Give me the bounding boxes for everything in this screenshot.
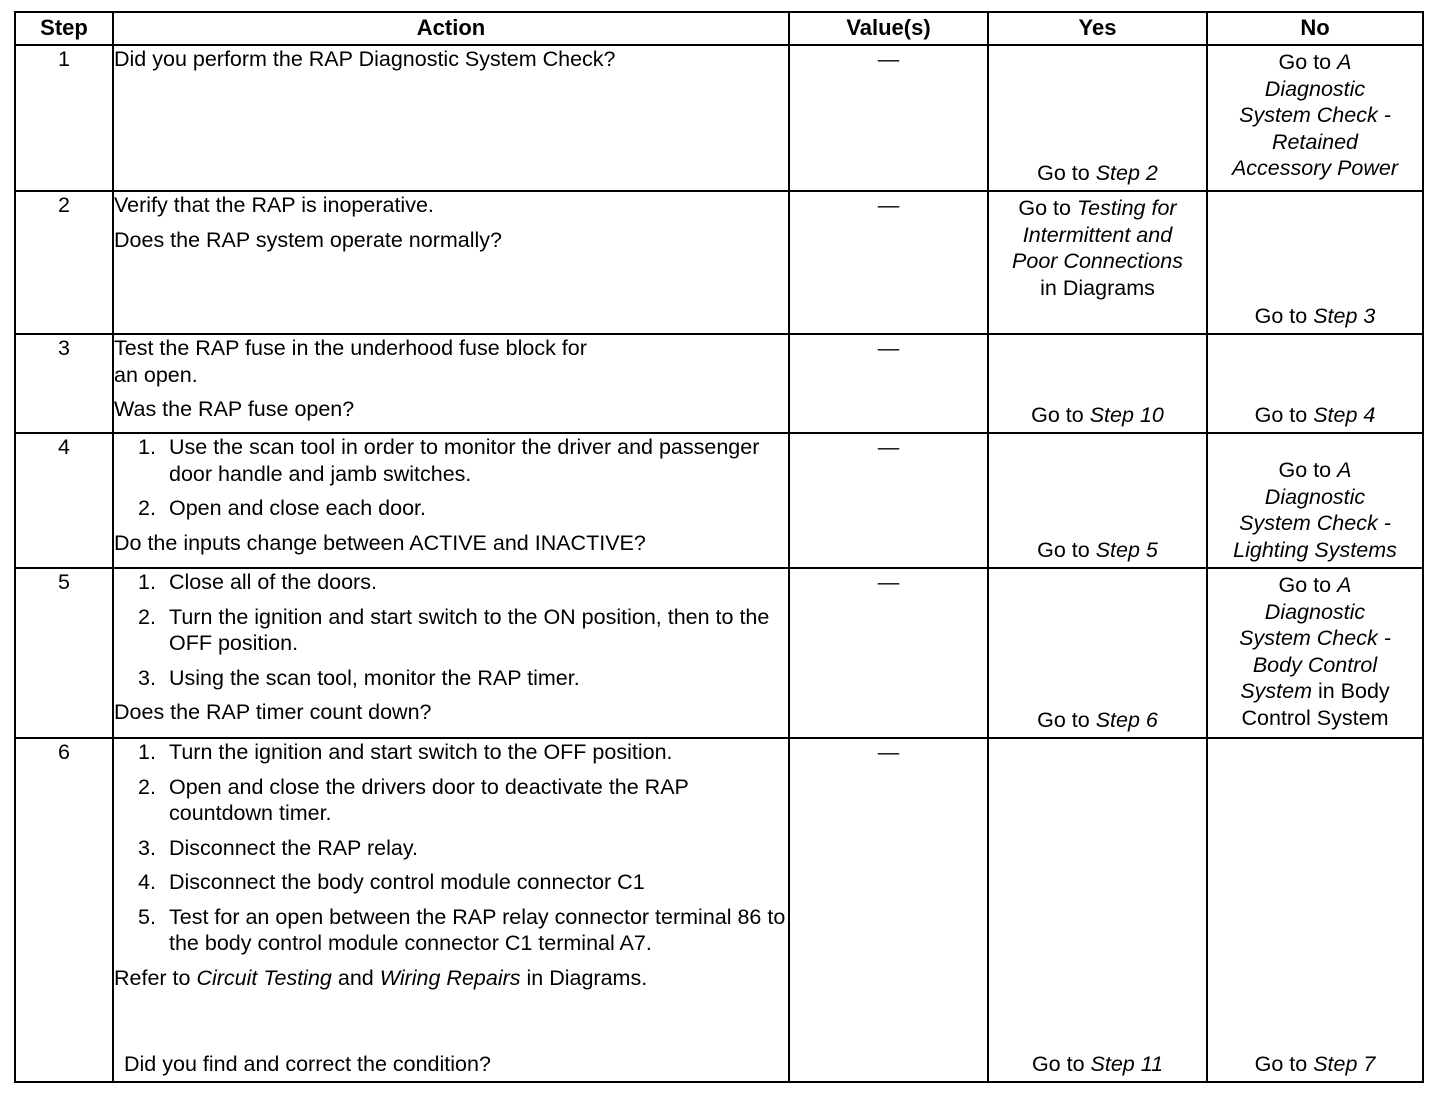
list-item-number: 2. <box>138 496 156 520</box>
list-item <box>114 774 788 827</box>
refer-prefix: Refer to <box>114 965 197 990</box>
procedure-list <box>114 434 788 522</box>
action-cell <box>113 191 789 334</box>
no-prefix: Go to <box>1254 402 1314 427</box>
yes-action[interactable] <box>989 1051 1206 1078</box>
action-cell <box>113 568 789 738</box>
no-link[interactable]: Step 4 <box>1313 402 1376 427</box>
value-dash: — <box>877 47 900 71</box>
list-item-number: 3. <box>138 835 156 860</box>
no-link[interactable]: A <box>1337 573 1352 597</box>
list-item-text: Close all of the doors. <box>169 570 377 594</box>
no-suffix: in Body <box>1312 679 1390 703</box>
yes-suffix: Diagrams <box>1062 275 1155 300</box>
value-dash: — <box>877 336 900 360</box>
yes-action[interactable] <box>989 707 1206 734</box>
action-question: Do the inputs change between ACTIVE and INACTIVE? <box>114 530 646 555</box>
table-row-step-4 <box>15 433 1423 568</box>
list-item <box>114 904 788 957</box>
yes-prefix: Go to <box>1031 402 1090 427</box>
no-link[interactable]: A <box>1337 458 1352 482</box>
no-prefix: Go to <box>1278 458 1338 482</box>
list-item <box>114 665 788 692</box>
yes-cell <box>988 334 1207 433</box>
no-link[interactable]: Diagnostic <box>1264 484 1366 509</box>
yes-suffix: in <box>1040 275 1063 300</box>
list-item-text: Disconnect the body control module connector C1 <box>169 870 645 894</box>
action-text: an open. <box>114 362 198 387</box>
yes-cell <box>988 568 1207 738</box>
yes-action[interactable] <box>989 402 1206 429</box>
step-number: 1 <box>15 45 113 191</box>
list-item-number: 2. <box>138 604 156 629</box>
no-prefix: Go to <box>1278 573 1338 597</box>
wiring-repairs-link[interactable]: Wiring Repairs <box>379 965 521 990</box>
list-item-text: Open and close the drivers door to deactivate the RAP countdown timer. <box>169 774 689 825</box>
yes-link[interactable]: Step 6 <box>1095 707 1158 732</box>
value-dash: — <box>877 740 900 764</box>
yes-cell <box>988 738 1207 1082</box>
step-number: 3 <box>15 334 113 433</box>
no-prefix: Go to <box>1278 50 1338 74</box>
list-item <box>114 434 788 487</box>
yes-link[interactable]: Step 10 <box>1089 402 1164 427</box>
action-text: Test the RAP fuse in the underhood fuse block for <box>114 336 587 360</box>
yes-link[interactable]: Step 2 <box>1095 160 1158 185</box>
step-number: 4 <box>15 433 113 568</box>
list-item-text: Open and close each door. <box>169 496 426 520</box>
yes-link[interactable]: Step 11 <box>1090 1051 1164 1076</box>
no-action[interactable] <box>1208 569 1422 731</box>
list-item <box>114 869 788 896</box>
yes-prefix: Go to <box>1031 1051 1091 1076</box>
refer-note <box>114 965 788 992</box>
list-item-text: Turn the ignition and start switch to the OFF position. <box>169 740 673 764</box>
list-item-number: 1. <box>138 570 156 594</box>
no-action[interactable] <box>1208 457 1422 563</box>
refer-suffix: in Diagrams. <box>520 965 648 990</box>
header-no: No <box>1207 12 1423 45</box>
header-row <box>15 12 1423 45</box>
no-link[interactable]: Diagnostic <box>1264 76 1366 101</box>
step-number: 6 <box>15 738 113 1082</box>
yes-link[interactable]: Poor Connections <box>1012 249 1183 273</box>
diagnostic-table <box>14 11 1424 1083</box>
value-cell <box>789 45 988 191</box>
no-link[interactable]: System Check - <box>1239 626 1391 650</box>
action-cell <box>113 45 789 191</box>
no-link[interactable]: Body Control <box>1252 652 1378 677</box>
list-item <box>114 835 788 862</box>
table-row-step-5 <box>15 568 1423 738</box>
yes-action[interactable] <box>989 192 1206 301</box>
yes-link[interactable]: Intermittent and <box>1022 222 1173 247</box>
header-action: Action <box>113 12 789 45</box>
no-link[interactable]: System Check - <box>1239 511 1391 535</box>
table-row-step-2 <box>15 191 1423 334</box>
list-item <box>114 739 788 766</box>
no-prefix: Go to <box>1254 303 1314 328</box>
no-link[interactable]: Step 7 <box>1313 1051 1376 1076</box>
value-dash: — <box>877 570 900 594</box>
action-question: Does the RAP timer count down? <box>114 700 432 724</box>
header-values: Value(s) <box>789 12 988 45</box>
circuit-testing-link[interactable]: Circuit Testing <box>196 965 332 990</box>
no-link[interactable]: Lighting Systems <box>1233 537 1397 562</box>
list-item-text: Test for an open between the RAP relay connector terminal 86 to the body control module connector C1 terminal A7. <box>169 904 786 955</box>
yes-action[interactable] <box>989 160 1206 187</box>
list-item-text: Use the scan tool in order to monitor the driver and passenger door handle and jamb switches. <box>169 435 760 486</box>
no-link[interactable]: Diagnostic <box>1264 599 1366 624</box>
yes-prefix: Go to <box>1037 537 1096 562</box>
action-cell <box>113 334 789 433</box>
yes-cell <box>988 433 1207 568</box>
value-dash: — <box>877 435 900 459</box>
no-cell <box>1207 45 1423 191</box>
no-prefix: Go to <box>1254 1051 1314 1076</box>
yes-prefix: Go to <box>1018 196 1077 220</box>
yes-prefix: Go to <box>1037 160 1096 185</box>
list-item-number: 5. <box>138 904 156 929</box>
action-question: Did you perform the RAP Diagnostic System Check? <box>114 47 616 71</box>
no-link[interactable]: Retained <box>1271 129 1359 154</box>
yes-link[interactable]: Step 5 <box>1095 537 1158 562</box>
value-cell <box>789 433 988 568</box>
yes-link[interactable]: Testing for <box>1076 196 1177 220</box>
list-item-text: Disconnect the RAP relay. <box>169 835 418 860</box>
refer-mid: and <box>331 965 380 990</box>
action-question: Did you find and correct the condition? <box>124 1051 491 1076</box>
no-link[interactable]: Accessory Power <box>1231 156 1399 180</box>
step-number: 2 <box>15 191 113 334</box>
list-item <box>114 495 788 522</box>
list-item-number: 3. <box>138 665 156 690</box>
table-row-step-6 <box>15 738 1423 1082</box>
action-question: Does the RAP system operate normally? <box>114 227 502 252</box>
yes-cell <box>988 191 1207 334</box>
list-item-number: 1. <box>138 740 156 764</box>
list-item <box>114 569 788 596</box>
value-dash: — <box>877 193 900 217</box>
no-suffix: Control System <box>1241 705 1389 730</box>
yes-action[interactable] <box>989 537 1206 564</box>
action-cell <box>113 738 789 1082</box>
value-cell <box>789 191 988 334</box>
no-action[interactable] <box>1208 402 1422 429</box>
header-step: Step <box>15 12 113 45</box>
yes-cell <box>988 45 1207 191</box>
no-action[interactable] <box>1208 46 1422 182</box>
list-item-text: Using the scan tool, monitor the RAP timer. <box>169 665 580 690</box>
list-item-number: 4. <box>138 870 156 894</box>
no-link[interactable]: Step 3 <box>1313 303 1376 328</box>
no-link[interactable]: System <box>1240 679 1312 703</box>
no-cell <box>1207 568 1423 738</box>
table-row-step-3 <box>15 334 1423 433</box>
list-item-number: 1. <box>138 435 156 459</box>
no-cell <box>1207 334 1423 433</box>
no-link[interactable]: System Check - <box>1239 103 1391 127</box>
action-question: Was the RAP fuse open? <box>114 397 355 421</box>
table-row-step-1 <box>15 45 1423 191</box>
value-cell <box>789 334 988 433</box>
list-item-number: 2. <box>138 774 156 799</box>
list-item <box>114 604 788 657</box>
yes-prefix: Go to <box>1037 707 1096 732</box>
no-action[interactable] <box>1208 1051 1422 1078</box>
procedure-list <box>114 739 788 957</box>
header-yes: Yes <box>988 12 1207 45</box>
procedure-list <box>114 569 788 691</box>
list-item-text: Turn the ignition and start switch to the ON position, then to the OFF position. <box>169 604 770 655</box>
no-cell <box>1207 433 1423 568</box>
no-link[interactable]: A <box>1337 50 1352 74</box>
step-number: 5 <box>15 568 113 738</box>
value-cell <box>789 568 988 738</box>
no-cell <box>1207 191 1423 334</box>
no-action[interactable] <box>1208 303 1422 330</box>
action-cell <box>113 433 789 568</box>
no-cell <box>1207 738 1423 1082</box>
action-text: Verify that the RAP is inoperative. <box>114 193 434 217</box>
value-cell <box>789 738 988 1082</box>
